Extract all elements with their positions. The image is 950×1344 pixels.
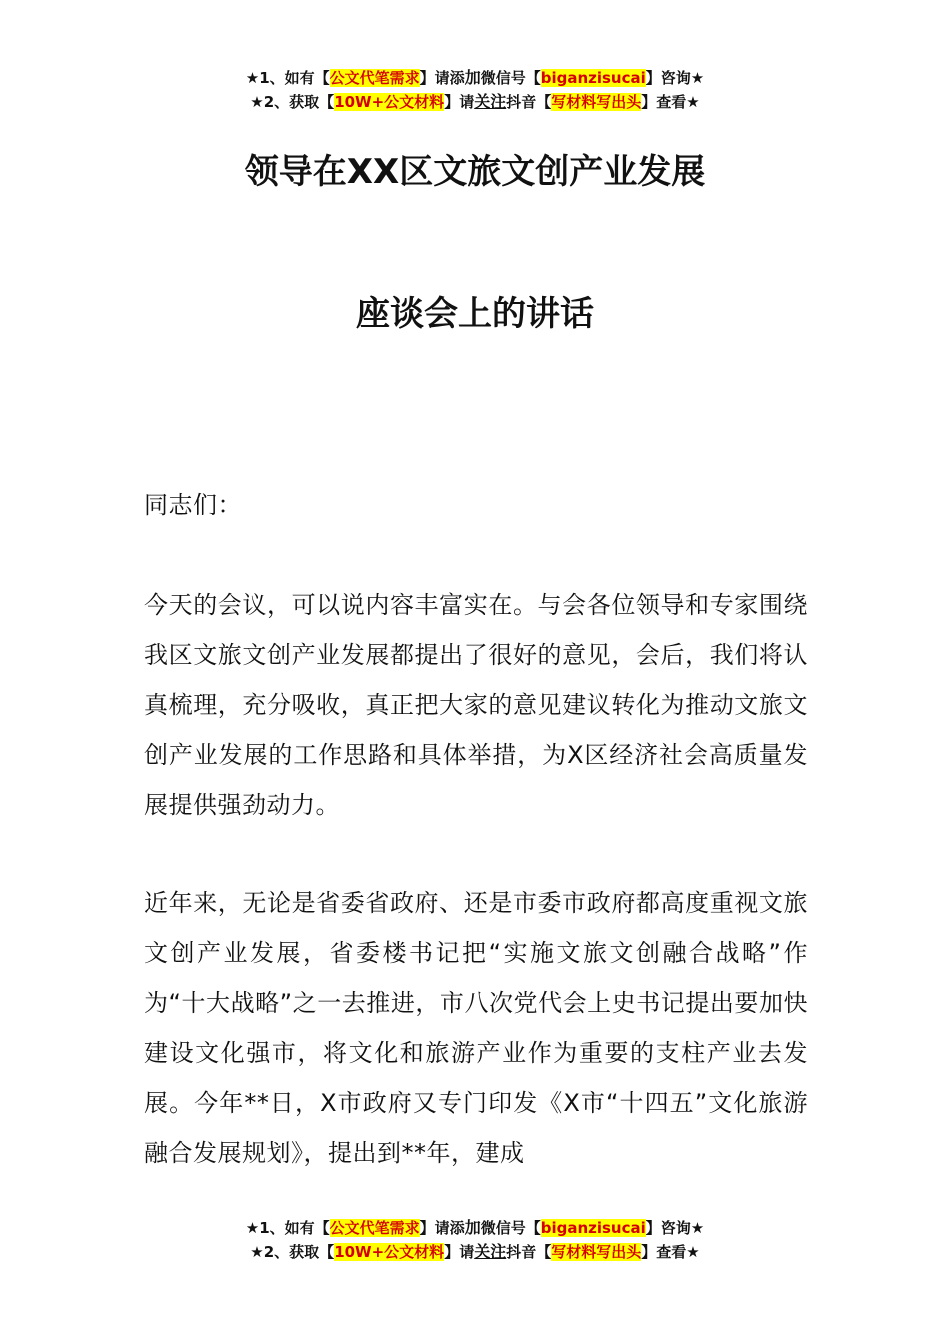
highlight-douyin: 写材料写出头 [551,1243,642,1261]
banner-text: 抖音【 [506,93,552,111]
banner-text: 】查看★ [641,93,700,111]
highlight-douyin: 写材料写出头 [551,93,642,111]
highlight-wechat-id: biganzisucai [540,69,646,87]
banner-text: 】请添 [419,69,465,87]
banner-text: 】请添 [419,1219,465,1237]
banner-text: 】请 [444,1243,475,1261]
banner-line-2 [0,90,950,114]
header-banner [0,66,950,114]
banner-text: ★1、如有【 [245,1219,330,1237]
paragraph-1: 今天的会议，可以说内容丰富实在。与会各位领导和专家围绕我区文旅文创产业发展都提出了很好的意见，会后，我们将认真梳理，充分吸收，真正把大家的意见建议转化为推动文旅文创产业发展的工作思路和具体举措，为X区经济社会高质量发展提供强劲动力。 [144,591,808,819]
banner-text: 抖音【 [506,1243,552,1261]
banner-text: 微信号【 [480,69,541,87]
banner-text: 】请 [444,93,475,111]
highlight-materials: 10W+公文材料 [334,93,445,111]
document-title-line-1: 领导在XX区文旅文创产业发展 [244,152,706,192]
footer-banner [0,1216,950,1264]
banner-text: 关注 [474,92,507,111]
banner-text: 微信号【 [480,1219,541,1237]
banner-text: ★2、获取【 [250,93,335,111]
banner-line-1 [0,1216,950,1240]
banner-text: 加 [464,1218,481,1237]
banner-text: 】查看★ [641,1243,700,1261]
highlight-wechat-id: biganzisucai [540,1219,646,1237]
banner-text: 】咨询★ [645,1219,705,1237]
banner-text: 关注 [474,1242,507,1261]
banner-text: 】咨询★ [645,69,705,87]
salutation: 同志们： [144,491,242,519]
paragraph-2: 近年来，无论是省委省政府、还是市委市政府都高度重视文旅文创产业发展，省委楼书记把“实施文旅文创融合战略”作为“十大战略”之一去推进，市八次党代会上史书记提出要加快建设文化强市，将文化和旅游产业作为重要的支柱产业去发展。今年**日，X市政府又专门印发《X市“十四五”文化旅游融合发展规划》，提出到**年，建成 [144,889,808,1167]
banner-line-2 [0,1240,950,1264]
banner-text: 加 [464,68,481,87]
banner-text: ★2、获取【 [250,1243,335,1261]
highlight-service: 公文代笔需求 [329,69,420,87]
highlight-materials: 10W+公文材料 [334,1243,445,1261]
highlight-service: 公文代笔需求 [329,1219,420,1237]
banner-text: ★1、如有【 [245,69,330,87]
document-title-line-2: 座谈会上的讲话 [356,294,594,334]
banner-line-1 [0,66,950,90]
